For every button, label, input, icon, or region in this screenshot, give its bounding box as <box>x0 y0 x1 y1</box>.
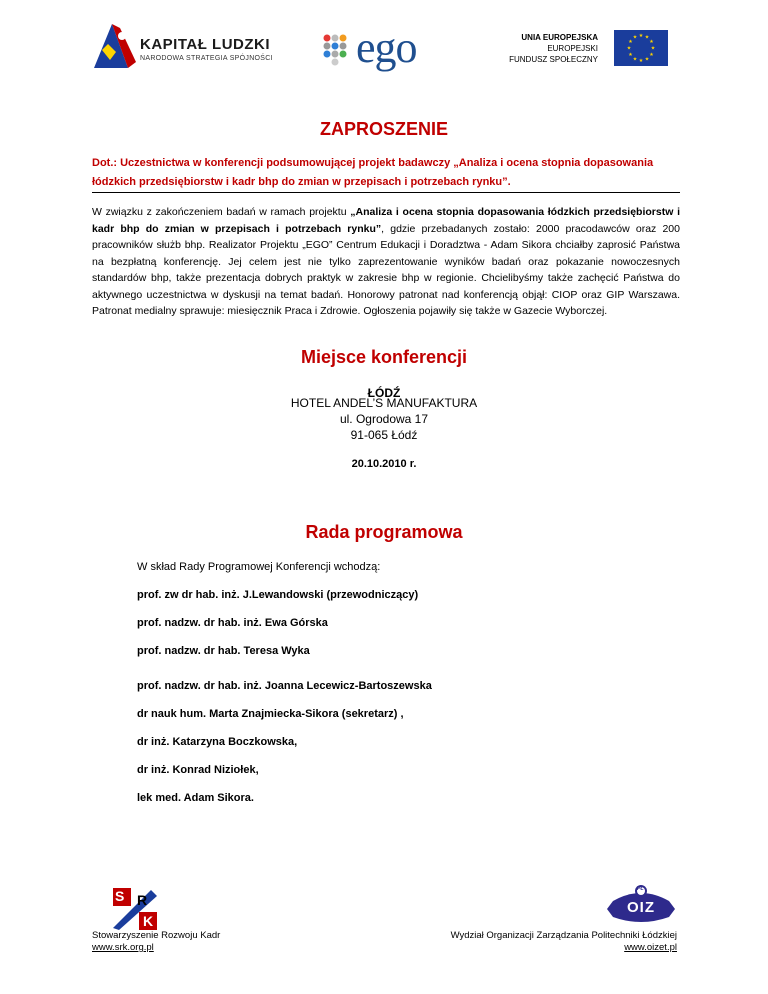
venue-city: ŁÓDŹ <box>367 386 401 400</box>
svg-text:★: ★ <box>650 45 656 52</box>
intro-paragraph <box>92 204 680 320</box>
eu-flag-icon <box>614 30 668 66</box>
eu-line3: FUNDUSZ SPOŁECZNY <box>509 55 598 64</box>
council-member: prof. nadzw. dr hab. Teresa Wyka <box>137 645 310 657</box>
eu-line2: EUROPEJSKI <box>547 44 598 53</box>
eu-line1: UNIA EUROPEJSKA <box>521 33 598 42</box>
kapital-ludzki-icon <box>92 22 138 70</box>
srk-letter-r: R <box>137 892 148 908</box>
intro-project-title: „Analiza i ocena stopnia dopasowania łódzkich przedsiębiorstw i kadr bhp do zmian w przepisach i potrzebach rynku” <box>92 206 680 235</box>
venue-street: ul. Ogrodowa 17 <box>339 412 429 426</box>
srk-logo <box>113 888 157 930</box>
oiz-letters: OIZ <box>627 899 655 916</box>
page-title: ZAPROSZENIE <box>319 119 448 139</box>
council-member: prof. zw dr hab. inż. J.Lewandowski (przewodniczący) <box>137 589 419 601</box>
kapital-ludzki-logo <box>92 22 273 70</box>
footer-right-org: Wydział Organizacji Zarządzania Politechniki Łódzkiej <box>450 930 677 941</box>
council-member: prof. nadzw. dr hab. inż. Joanna Lecewicz-Bartoszewska <box>137 680 432 692</box>
srk-link[interactable]: www.srk.org.pl <box>92 942 154 953</box>
svg-text:★: ★ <box>632 34 638 41</box>
council-heading: Rada programowa <box>305 522 463 542</box>
ego-logo <box>322 23 442 72</box>
council-member: lek med. Adam Sikora. <box>137 792 254 804</box>
council-member: dr inż. Konrad Niziołek, <box>137 764 259 776</box>
oiz-logo <box>605 885 677 927</box>
council-member: dr nauk hum. Marta Znajmiecka-Sikora (sekretarz) , <box>137 708 404 720</box>
council-member: dr inż. Katarzyna Boczkowska, <box>137 736 298 748</box>
ego-wordmark: ego <box>356 23 417 72</box>
footer-left-org: Stowarzyszenie Rozwoju Kadr <box>92 930 221 941</box>
oiz-pl-letters: PŁ <box>637 886 644 892</box>
divider <box>92 192 680 193</box>
svg-text:★: ★ <box>644 56 650 63</box>
kapital-ludzki-title: KAPITAŁ LUDZKI <box>140 36 271 53</box>
svg-text:★: ★ <box>644 34 650 41</box>
svg-text:★: ★ <box>626 45 632 52</box>
venue-heading: Miejsce konferencji <box>300 347 468 367</box>
subject-line <box>92 154 682 192</box>
intro-text-1: W związku z zakończeniem badań w ramach projektu <box>92 206 351 218</box>
footer-left <box>92 930 220 954</box>
venue-date: 20.10.2010 r. <box>351 458 417 470</box>
kapital-ludzki-subtitle: NARODOWA STRATEGIA SPÓJNOŚCI <box>140 55 273 62</box>
srk-letter-k: K <box>143 913 154 929</box>
intro-text-2: , gdzie przebadanych zostało: 2000 pracodawców oraz 200 pracowników służb bhp. Realizator Projektu „EGO” Centrum Edukacji i Doradztwa - Adam Sikora chciałby zaprosić Państwa na bezpłatną konferencję. Jej celem jest nie tylko zaprezentowanie wyników badań oraz pokazanie nowoczesnych standardów bhp, także prezentacja dobrych praktyk w zakresie bhp w regionie. Chcielibyśmy także zachęcić Państwa do aktywnego uczestnictwa w dyskusji na temat badań. Honorowy patronat nad konferencją objął: CIOP oraz GIP Warszawa. Patronat medialny sprawuje: miesięcznik Praca i Zdrowie. Ogłoszenia pojawiły się także w Gazecie Wyborczej. <box>92 222 680 317</box>
venue-postal: 91-065 Łódź <box>350 428 418 442</box>
footer-right <box>451 930 677 954</box>
oizet-link[interactable]: www.oizet.pl <box>624 942 677 953</box>
council-intro: W skład Rady Programowej Konferencji wchodzą: <box>137 561 381 573</box>
svg-text:★: ★ <box>638 58 644 64</box>
srk-letter-s: S <box>115 888 125 904</box>
svg-text:★: ★ <box>628 52 633 58</box>
svg-text:★: ★ <box>632 56 638 63</box>
ego-dots-icon <box>322 33 356 67</box>
council-member: prof. nadzw. dr hab. inż. Ewa Górska <box>137 617 328 629</box>
svg-text:★: ★ <box>628 39 633 45</box>
subject-line-1: Dot.: Uczestnictwa w konferencji podsumowującej projekt badawczy „Analiza i ocena stopnia dopasowania <box>92 157 654 169</box>
subject-line-2: łódzkich przedsiębiorstw i kadr bhp do zmian w przepisach i potrzebach rynku”. <box>92 176 511 188</box>
venue-hotel: HOTEL ANDEL’S MANUFAKTURA <box>290 396 478 410</box>
eu-logo <box>500 30 670 70</box>
svg-text:★: ★ <box>638 33 644 39</box>
svg-text:★: ★ <box>649 52 654 58</box>
svg-text:★: ★ <box>649 39 654 45</box>
